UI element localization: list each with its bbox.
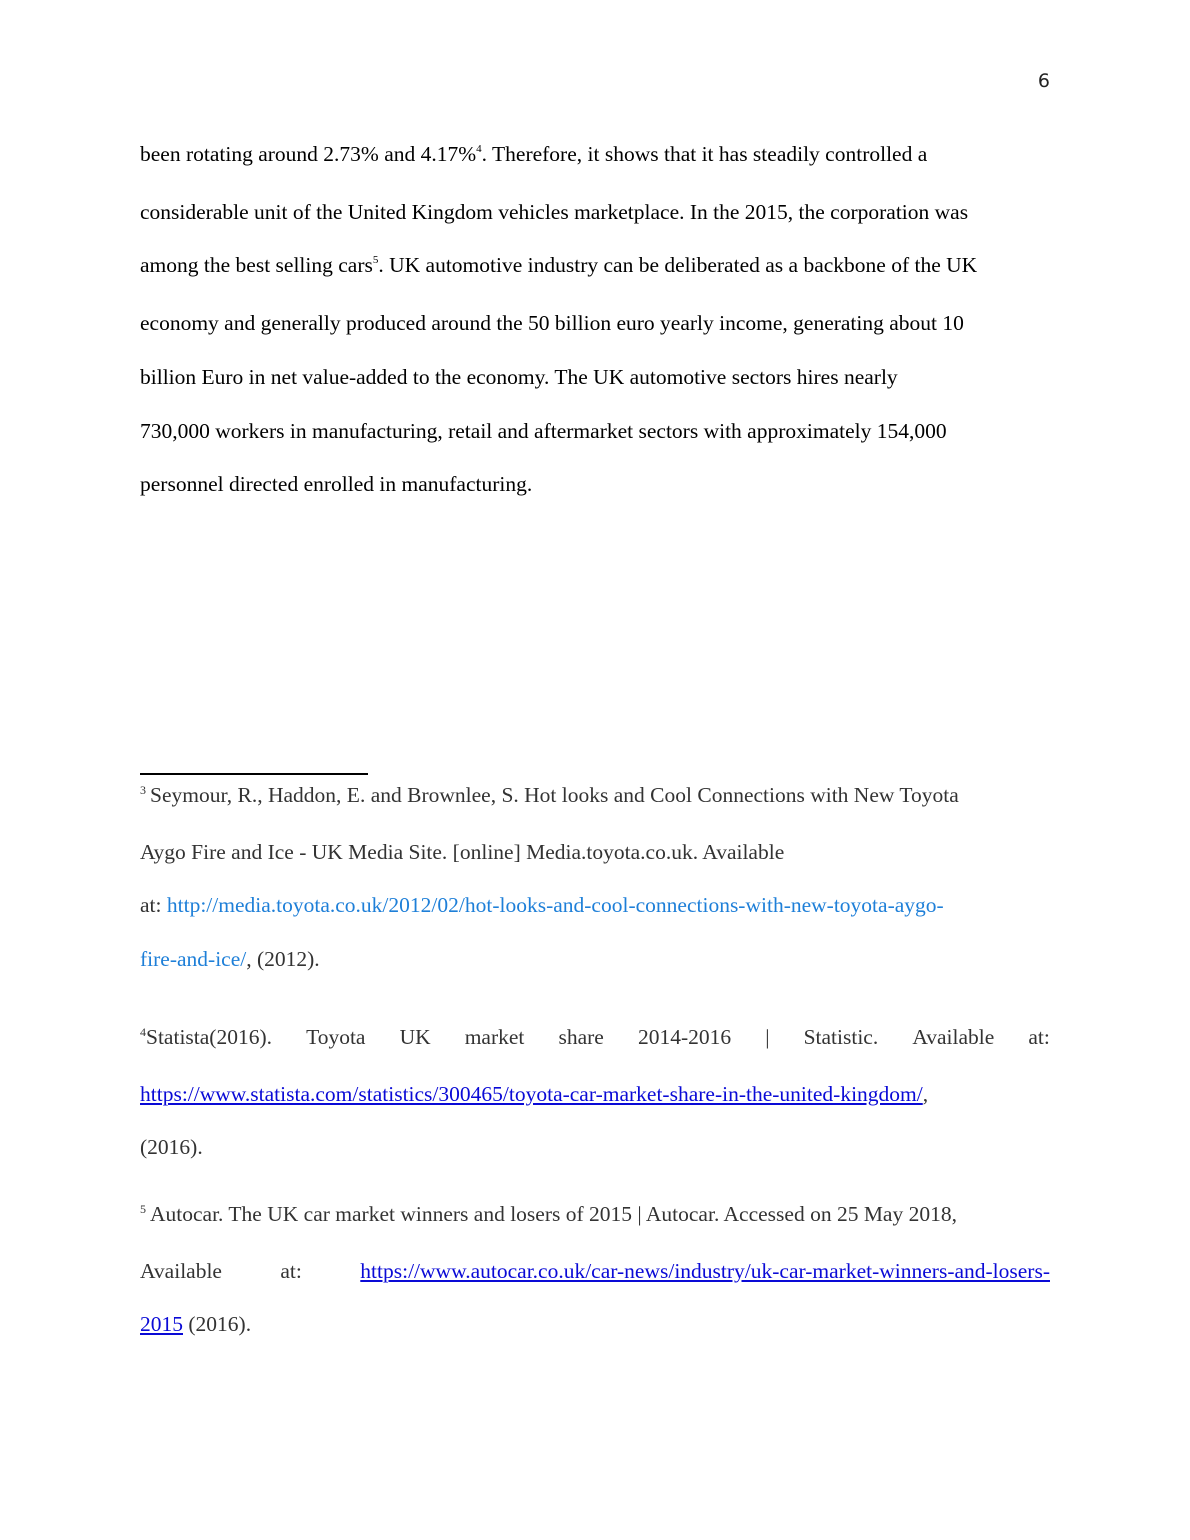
footnote-4-mark: 4 [140,1025,146,1039]
footnote-4-line-1: $^4$Statista(2016). Toyota UK market share 2014-2016 | Statistic. Available at: [140,1025,1050,1049]
body-line-5: billion Euro in net value-added to the economy. The UK automotive sectors hires nearly [140,364,898,389]
footnote-4-line-3: (2016). [140,1135,203,1160]
body-line-4: economy and generally produced around the 50 billion euro yearly income, generating about 10 [140,311,964,336]
body-line-2: considerable unit of the United Kingdom vehicles marketplace. In the 2015, the corporation was [140,199,969,224]
footnote-5-mark: 5 [140,1202,146,1216]
footnote-3-link-cont[interactable]: fire-and-ice/ [140,947,247,972]
footnote-4-link[interactable]: https://www.statista.com/statistics/300465/toyota-car-market-share-in-the-united-kingdom/ [140,1081,923,1106]
footnote-ref-5[interactable]: 5 [372,254,379,267]
footnote-ref-4[interactable]: 4 [476,143,482,155]
body-line-6: 730,000 workers in manufacturing, retail and aftermarket sectors with approximately 154,000 [140,418,947,443]
footnote-3 [140,769,1050,987]
body-line-1: been rotating around 2.73% and 4.17%$^4$. Therefore, it shows that it has steadily controlled a [140,142,928,166]
footnote-5-link[interactable]: https://www.autocar.co.uk/car-news/industry/uk-car-market-winners-and-losers- [360,1258,1050,1283]
footnote-4-line-2: https://www.statista.com/statistics/300465/toyota-car-market-share-in-the-united-kingdom/, [140,1081,929,1106]
footnote-3-mark: 3 [140,783,146,797]
footnote-3-link[interactable]: http://media.toyota.co.uk/2012/02/hot-looks-and-cool-connections-with-new-toyota-aygo- [166,893,944,918]
footnote-4 [140,1011,1050,1175]
body-line-7: personnel directed enrolled in manufacturing. [140,472,533,497]
page-number: 6 [1037,70,1050,92]
footnote-5-link-cont[interactable]: 2015 [140,1312,183,1337]
footnote-3-line-3: at: http://media.toyota.co.uk/2012/02/hot-looks-and-cool-connections-with-new-toyota-aygo- [140,893,944,918]
footnote-3-line-1: $^3$ Seymour, R., Haddon, E. and Brownlee, S. Hot looks and Cool Connections with New Toyota [140,783,959,807]
body-line-3: among the best selling cars$^5$. UK automotive industry can be deliberated as a backbone of the UK [140,253,978,278]
footnote-3-line-4: fire-and-ice/, (2012). [140,947,320,972]
body-paragraph [140,128,1052,512]
footnote-5 [140,1188,1050,1352]
footnote-5-line-2: Available at: https://www.autocar.co.uk/car-news/industry/uk-car-market-winners-and-losers- [140,1245,1050,1299]
footnote-3-line-2: Aygo Fire and Ice - UK Media Site. [online] Media.toyota.co.uk. Available [140,839,785,864]
footnote-5-line-1: $^5$ Autocar. The UK car market winners and losers of 2015 | Autocar. Accessed on 25 May 2018, [140,1202,957,1226]
footnote-5-line-3: 2015 (2016). [140,1312,252,1337]
